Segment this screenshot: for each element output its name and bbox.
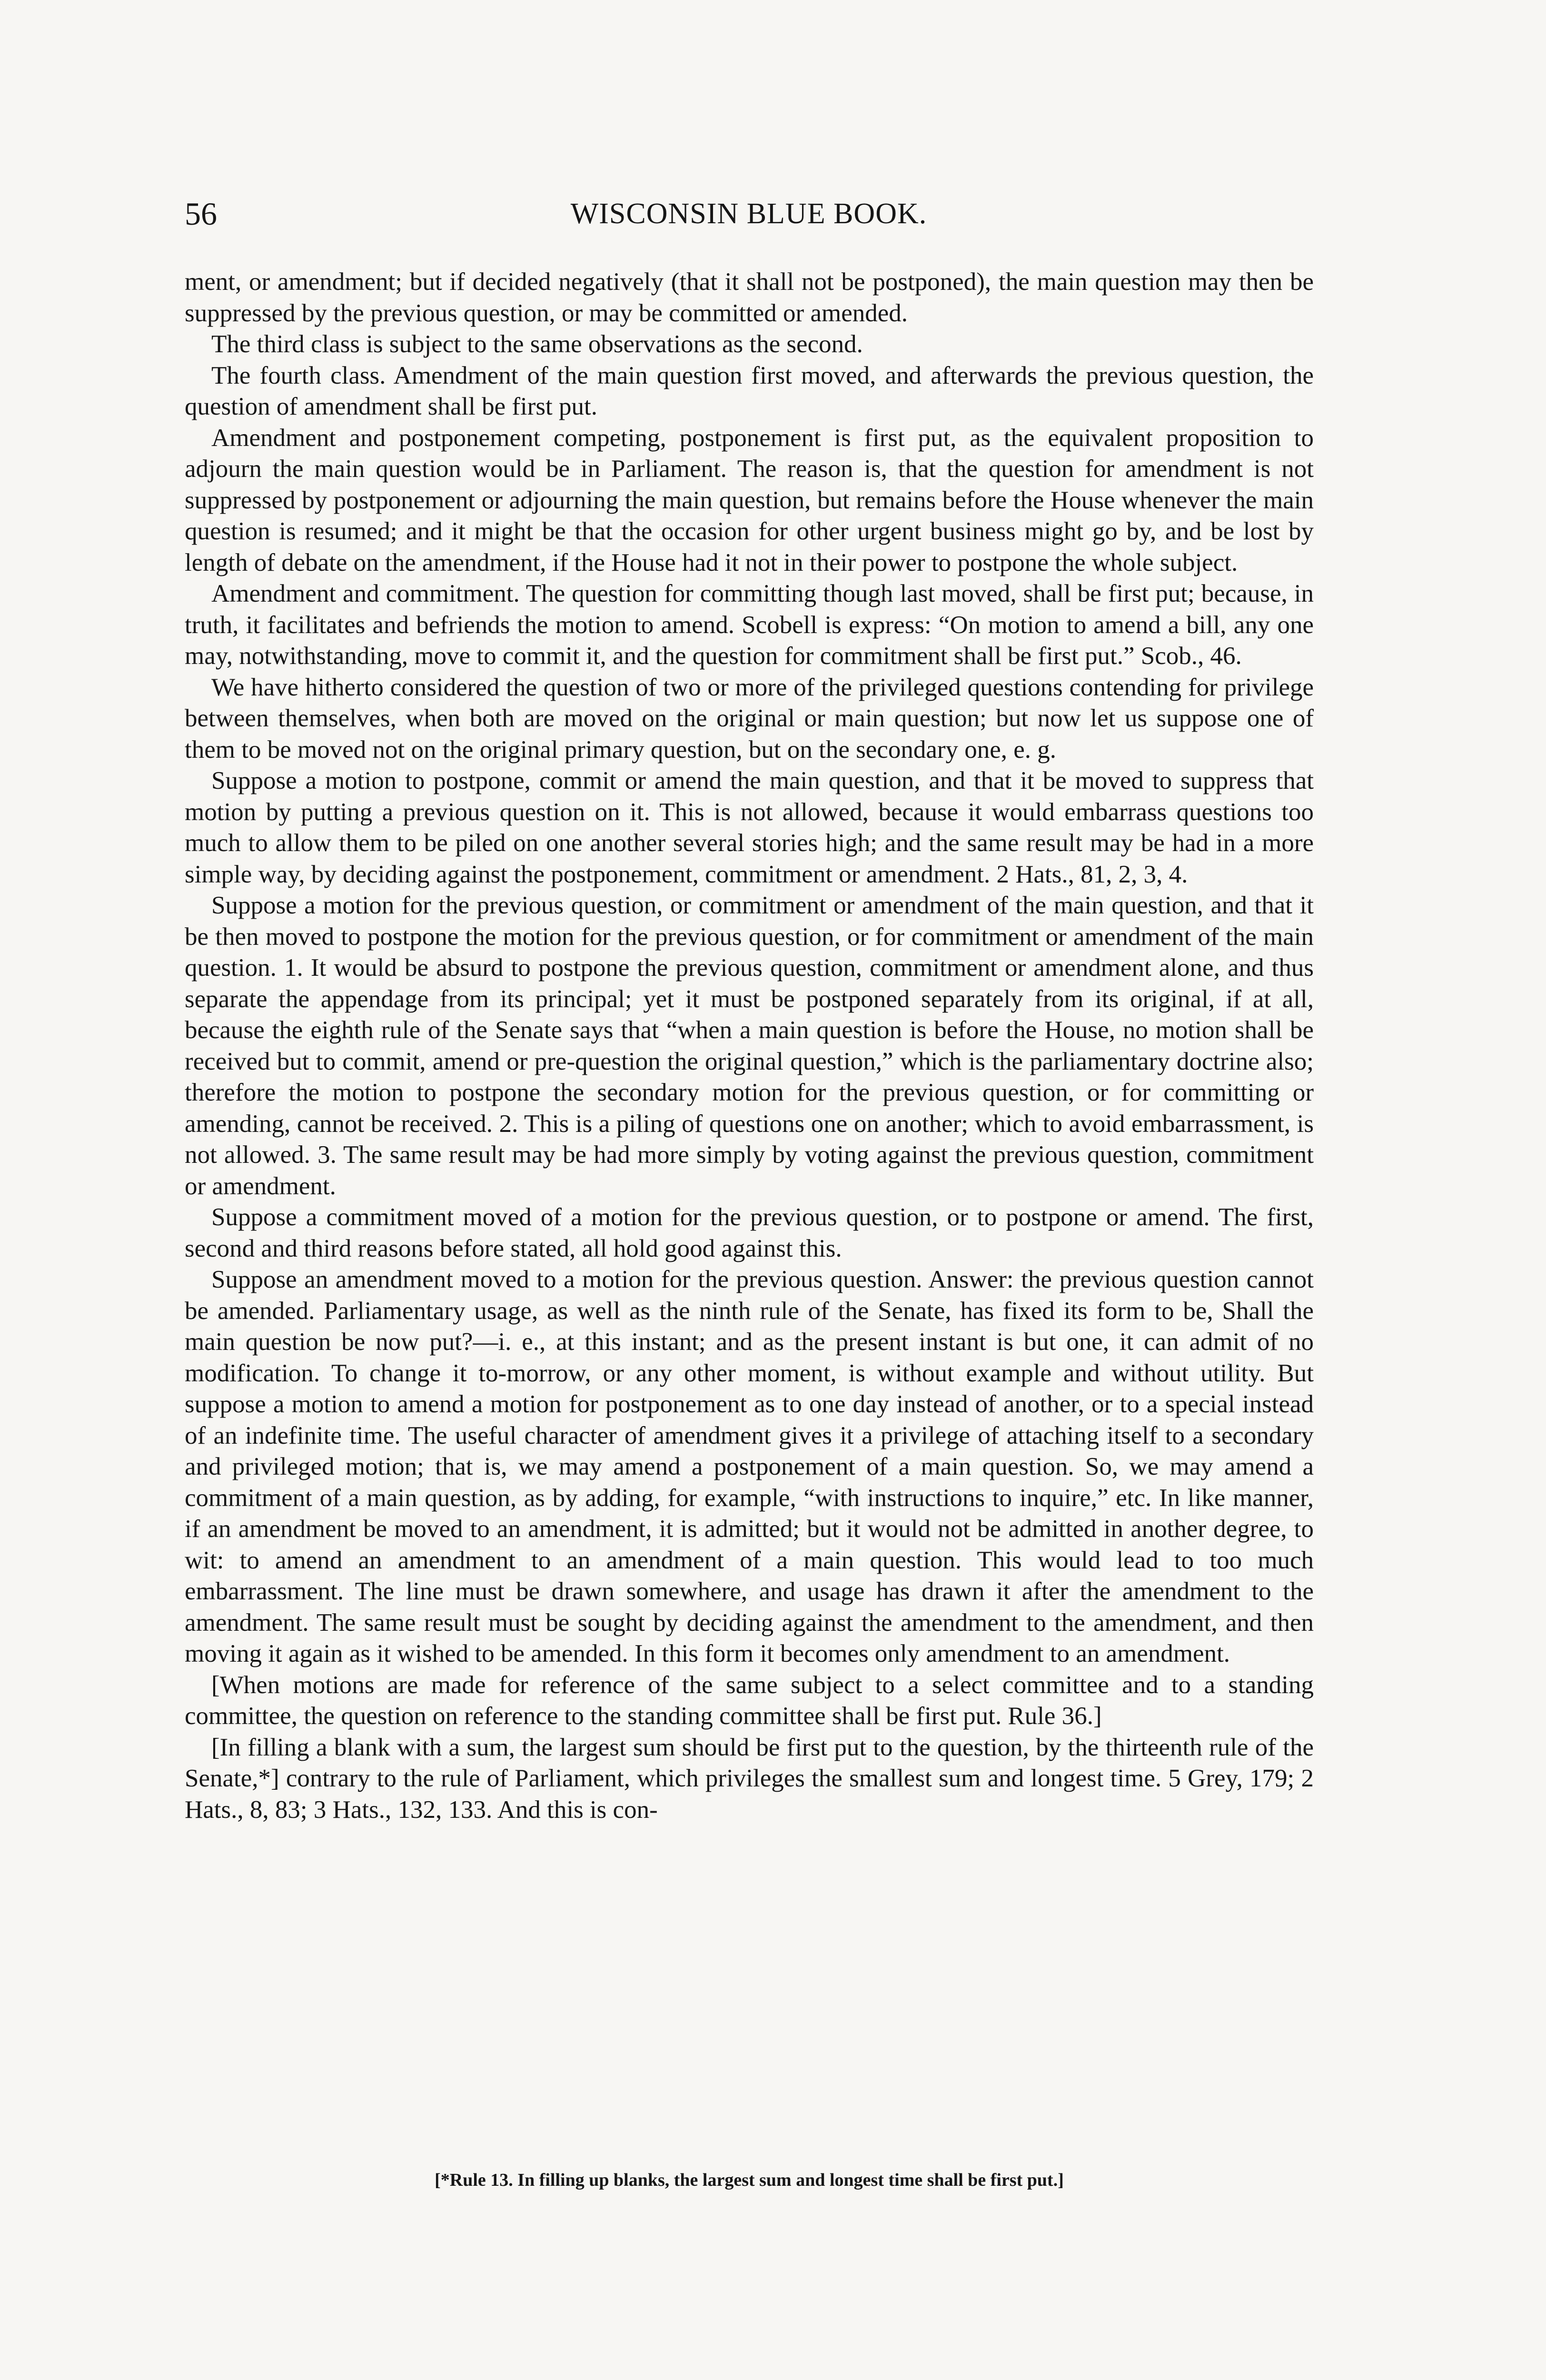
paragraph: [In filling a blank with a sum, the largest sum should be first put to the question, by the thirteenth rule of the Senate,*] contrary to the rule of Parliament, which privileges the smallest sum and longest time. 5 Grey, 179; 2 Hats., 8, 83; 3 Hats., 132, 133. And this is con- bbox=[185, 1733, 1314, 1824]
paragraph: Suppose a commitment moved of a motion for the previous question, or to postpone or amend. The first, second and third reasons before stated, all hold good against this. bbox=[185, 1203, 1314, 1262]
paragraph: Suppose a motion to postpone, commit or amend the main question, and that it be moved to suppress that motion by putting a previous question on it. This is not allowed, because it would embarrass questions too much to allow them to be piled on one another several stories high; and the same result may be had in a more simple way, by deciding against the postponement, commitment or amendment. 2 Hats., 81, 2, 3, 4. bbox=[185, 767, 1314, 888]
paragraph: The third class is subject to the same observations as the second. bbox=[211, 330, 863, 358]
paragraph: We have hitherto considered the question of two or more of the privileged questions contending for privilege between themselves, when both are moved on the original or main question; but now let us suppose one of them to be moved not on the original primary question, but on the secondary one, e. g. bbox=[185, 673, 1314, 764]
footnote: [*Rule 13. In filling up blanks, the largest sum and longest time shall be first put.] bbox=[435, 2170, 1064, 2190]
paragraph: Amendment and commitment. The question for committing though last moved, shall be first put; because, in truth, it facilitates and befriends the motion to amend. Scobell is express: “On motion to amend a bill, any one may, notwithstanding, move to commit it, and the question for commitment shall be first put.” Scob., 46. bbox=[185, 580, 1314, 670]
page-header bbox=[185, 192, 1313, 235]
running-head: WISCONSIN BLUE BOOK. bbox=[570, 198, 927, 230]
paragraph: Suppose an amendment moved to a motion for the previous question. Answer: the previous question cannot be amended. Parliamentary usage, as well as the ninth rule of the Senate, has fixed its form to be, Shall the main question be now put?—i. e., at this instant; and as the present instant is but one, it can admit of no modification. To change it to-morrow, or any other moment, is without example and without utility. But suppose a motion to amend a motion for postponement as to one day instead of another, or to a special instead of an indefinite time. The useful character of amendment gives it a privilege of attaching itself to a secondary and privileged motion; that is, we may amend a postponement of a main question. So, we may amend a commitment of a main question, as by adding, for example, “with instructions to inquire,” etc. In like manner, if an amendment be moved to an amendment, it is admitted; but it would not be admitted in another degree, to wit: to amend an amendment to an amendment of a main question. This would lead to too much embarrassment. The line must be drawn somewhere, and usage has drawn it after the amendment to the amendment. The same result must be sought by deciding against the amendment to the amendment, and then moving it again as it wished to be amended. In this form it becomes only amendment to an amendment. bbox=[185, 1266, 1314, 1667]
paragraph: ment, or amendment; but if decided negatively (that it shall not be postponed), the main question may then be suppressed by the previous question, or may be committed or amended. bbox=[185, 268, 1314, 327]
page-number: 56 bbox=[185, 196, 217, 232]
text-body bbox=[185, 267, 1314, 1825]
paragraph: The fourth class. Amendment of the main question first moved, and afterwards the previous question, the question of amendment shall be first put. bbox=[185, 361, 1314, 420]
paragraph: Amendment and postponement competing, postponement is first put, as the equivalent proposition to adjourn the main question would be in Parliament. The reason is, that the question for amendment is not suppressed by postponement or adjourning the main question, but remains before the House whenever the main question is resumed; and it might be that the occasion for other urgent business might go by, and be lost by length of debate on the amendment, if the House had it not in their power to postpone the whole subject. bbox=[185, 424, 1314, 576]
paragraph: [When motions are made for reference of the same subject to a select committee and to a standing committee, the question on reference to the standing committee shall be first put. Rule 36.] bbox=[185, 1671, 1314, 1730]
paragraph: Suppose a motion for the previous question, or commitment or amendment of the main question, and that it be then moved to postpone the motion for the previous question, or for commitment or amendment of the main question. 1. It would be absurd to postpone the previous question, commitment or amendment alone, and thus separate the appendage from its principal; yet it must be postponed separately from its original, if at all, because the eighth rule of the Senate says that “when a main question is before the House, no motion shall be received but to commit, amend or pre-question the original question,” which is the parliamentary doctrine also; therefore the motion to postpone the secondary motion for the previous question, or for committing or amending, cannot be received. 2. This is a piling of questions one on another; which to avoid embarrassment, is not allowed. 3. The same result may be had more simply by voting against the previous question, commitment or amendment. bbox=[185, 892, 1314, 1200]
